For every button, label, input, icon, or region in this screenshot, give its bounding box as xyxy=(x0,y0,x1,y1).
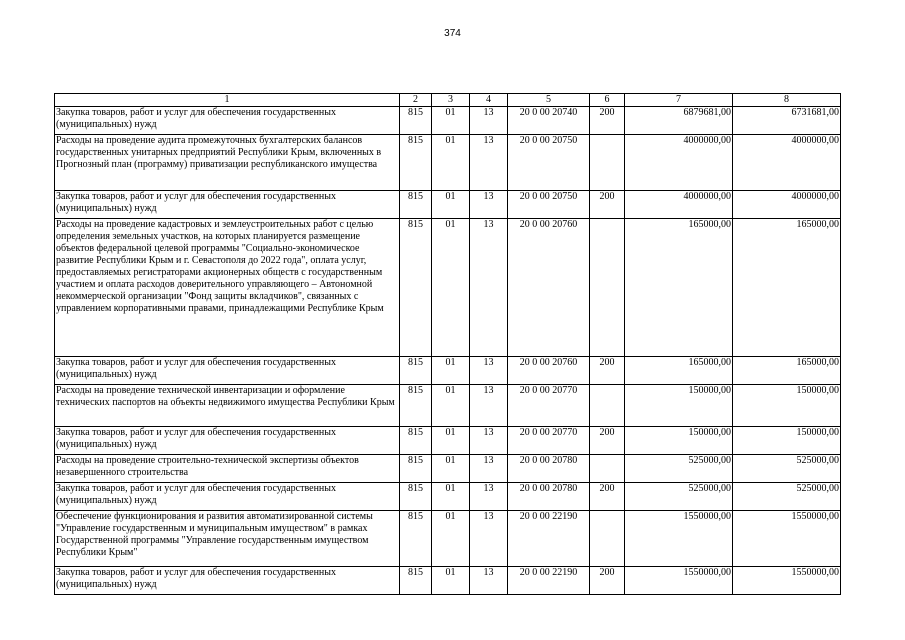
target-article-code: 20 0 00 20760 xyxy=(508,219,590,357)
table-row xyxy=(55,385,841,427)
expense-type-code xyxy=(590,219,625,357)
target-article-code: 20 0 00 20770 xyxy=(508,385,590,427)
section-code: 01 xyxy=(432,219,470,357)
amount-year-2: 525000,00 xyxy=(733,483,841,511)
expense-type-code: 200 xyxy=(590,191,625,219)
expense-name: Расходы на проведение кадастровых и землеустроительных работ с целью определения земельных участков, на которых планируется размещение объектов федеральной целевой программы "Социально-экономическое развитие Республики Крым и г. Севастополя до 2022 года", оплата услуг, предоставляемых регистраторами акционерных обществ с государственным участием и оплата расходов доверительного управляющего – Автономной некоммерческой организации "Фонд защиты вкладчиков", связанных с управлением корпоративными правами, принадлежащими Республике Крым xyxy=(55,219,400,357)
ministry-code: 815 xyxy=(400,191,432,219)
amount-year-2: 165000,00 xyxy=(733,357,841,385)
col-header-3: 3 xyxy=(432,94,470,107)
subsection-code: 13 xyxy=(470,483,508,511)
col-header-6: 6 xyxy=(590,94,625,107)
amount-year-1: 150000,00 xyxy=(625,427,733,455)
expense-type-code xyxy=(590,511,625,567)
section-code: 01 xyxy=(432,107,470,135)
subsection-code: 13 xyxy=(470,107,508,135)
section-code: 01 xyxy=(432,511,470,567)
subsection-code: 13 xyxy=(470,135,508,191)
expense-name: Закупка товаров, работ и услуг для обеспечения государственных (муниципальных) нужд xyxy=(55,357,400,385)
amount-year-2: 525000,00 xyxy=(733,455,841,483)
amount-year-1: 1550000,00 xyxy=(625,567,733,595)
table-row xyxy=(55,107,841,135)
target-article-code: 20 0 00 20750 xyxy=(508,191,590,219)
section-code: 01 xyxy=(432,191,470,219)
col-header-8: 8 xyxy=(733,94,841,107)
expense-name: Расходы на проведение аудита промежуточных бухгалтерских балансов государственных унитарных предприятий Республики Крым, включенных в Прогнозный план (программу) приватизации республиканского имущества xyxy=(55,135,400,191)
amount-year-1: 165000,00 xyxy=(625,357,733,385)
expense-type-code: 200 xyxy=(590,107,625,135)
col-header-1: 1 xyxy=(55,94,400,107)
col-header-2: 2 xyxy=(400,94,432,107)
subsection-code: 13 xyxy=(470,385,508,427)
page-number: 374 xyxy=(444,28,461,39)
table-row xyxy=(55,135,841,191)
expense-type-code: 200 xyxy=(590,483,625,511)
target-article-code: 20 0 00 20740 xyxy=(508,107,590,135)
amount-year-1: 150000,00 xyxy=(625,385,733,427)
amount-year-2: 165000,00 xyxy=(733,219,841,357)
subsection-code: 13 xyxy=(470,567,508,595)
subsection-code: 13 xyxy=(470,191,508,219)
target-article-code: 20 0 00 20770 xyxy=(508,427,590,455)
ministry-code: 815 xyxy=(400,511,432,567)
target-article-code: 20 0 00 20780 xyxy=(508,483,590,511)
ministry-code: 815 xyxy=(400,483,432,511)
section-code: 01 xyxy=(432,455,470,483)
target-article-code: 20 0 00 20750 xyxy=(508,135,590,191)
amount-year-2: 150000,00 xyxy=(733,427,841,455)
amount-year-2: 4000000,00 xyxy=(733,135,841,191)
col-header-4: 4 xyxy=(470,94,508,107)
expense-type-code: 200 xyxy=(590,357,625,385)
amount-year-2: 1550000,00 xyxy=(733,511,841,567)
budget-table xyxy=(54,93,841,595)
section-code: 01 xyxy=(432,135,470,191)
table-body xyxy=(55,107,841,595)
target-article-code: 20 0 00 20780 xyxy=(508,455,590,483)
expense-name: Закупка товаров, работ и услуг для обеспечения государственных (муниципальных) нужд xyxy=(55,191,400,219)
target-article-code: 20 0 00 22190 xyxy=(508,567,590,595)
amount-year-1: 4000000,00 xyxy=(625,135,733,191)
expense-type-code xyxy=(590,455,625,483)
ministry-code: 815 xyxy=(400,385,432,427)
header-row xyxy=(55,94,841,107)
expense-name: Закупка товаров, работ и услуг для обеспечения государственных (муниципальных) нужд xyxy=(55,107,400,135)
table-row xyxy=(55,483,841,511)
expense-type-code: 200 xyxy=(590,567,625,595)
subsection-code: 13 xyxy=(470,357,508,385)
section-code: 01 xyxy=(432,427,470,455)
ministry-code: 815 xyxy=(400,107,432,135)
col-header-5: 5 xyxy=(508,94,590,107)
ministry-code: 815 xyxy=(400,455,432,483)
expense-name: Обеспечение функционирования и развития автоматизированной системы "Управление государственным и муниципальным имуществом" в рамках Государственной программы "Управление государственным имуществом Республики Крым" xyxy=(55,511,400,567)
subsection-code: 13 xyxy=(470,427,508,455)
col-header-7: 7 xyxy=(625,94,733,107)
table-row xyxy=(55,427,841,455)
amount-year-1: 165000,00 xyxy=(625,219,733,357)
expense-type-code: 200 xyxy=(590,427,625,455)
expense-name: Закупка товаров, работ и услуг для обеспечения государственных (муниципальных) нужд xyxy=(55,567,400,595)
ministry-code: 815 xyxy=(400,135,432,191)
expense-name: Расходы на проведение строительно-технической экспертизы объектов незавершенного строительства xyxy=(55,455,400,483)
ministry-code: 815 xyxy=(400,357,432,385)
amount-year-1: 4000000,00 xyxy=(625,191,733,219)
table-row xyxy=(55,191,841,219)
table-row xyxy=(55,219,841,357)
section-code: 01 xyxy=(432,567,470,595)
table-row xyxy=(55,567,841,595)
ministry-code: 815 xyxy=(400,427,432,455)
expense-name: Закупка товаров, работ и услуг для обеспечения государственных (муниципальных) нужд xyxy=(55,427,400,455)
amount-year-1: 525000,00 xyxy=(625,455,733,483)
amount-year-2: 4000000,00 xyxy=(733,191,841,219)
target-article-code: 20 0 00 20760 xyxy=(508,357,590,385)
table-row xyxy=(55,357,841,385)
ministry-code: 815 xyxy=(400,567,432,595)
expense-type-code xyxy=(590,385,625,427)
amount-year-1: 6879681,00 xyxy=(625,107,733,135)
ministry-code: 815 xyxy=(400,219,432,357)
subsection-code: 13 xyxy=(470,219,508,357)
amount-year-1: 1550000,00 xyxy=(625,511,733,567)
expense-name: Расходы на проведение технической инвентаризации и оформление технических паспортов на объекты недвижимого имущества Республики Крым xyxy=(55,385,400,427)
subsection-code: 13 xyxy=(470,455,508,483)
subsection-code: 13 xyxy=(470,511,508,567)
section-code: 01 xyxy=(432,385,470,427)
target-article-code: 20 0 00 22190 xyxy=(508,511,590,567)
expense-type-code xyxy=(590,135,625,191)
amount-year-2: 1550000,00 xyxy=(733,567,841,595)
amount-year-2: 6731681,00 xyxy=(733,107,841,135)
expense-name: Закупка товаров, работ и услуг для обеспечения государственных (муниципальных) нужд xyxy=(55,483,400,511)
section-code: 01 xyxy=(432,357,470,385)
table-row xyxy=(55,455,841,483)
section-code: 01 xyxy=(432,483,470,511)
amount-year-2: 150000,00 xyxy=(733,385,841,427)
table-row xyxy=(55,511,841,567)
amount-year-1: 525000,00 xyxy=(625,483,733,511)
